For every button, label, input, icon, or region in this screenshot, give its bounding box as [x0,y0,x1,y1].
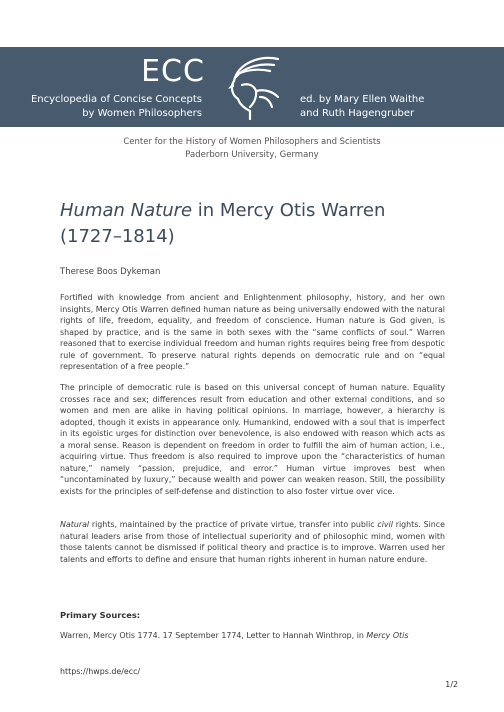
encyclopedia-subtitle: by Women Philosophers [82,108,202,119]
editors-line-2: and Ruth Hagengruber [300,108,415,119]
paragraph-3-italic-natural: Natural [60,520,90,529]
encyclopedia-title: Encyclopedia of Concise Concepts [30,94,202,105]
title-rest: in Mercy Otis Warren [192,200,386,221]
athena-helmet-head-icon [220,51,286,123]
affiliation-line-1: Center for the History of Women Philosophers and Scientists [123,137,381,147]
footer-url[interactable]: https://hwps.de/ecc/ [60,667,141,676]
author-name: Therese Boos Dykeman [60,267,161,277]
ecc-acronym: ECC [141,54,205,89]
primary-sources-heading: Primary Sources: [60,610,141,620]
paragraph-1: Fortified with knowledge from ancient and Enlightenment philosophy, history, and her own insights, Mercy Otis Warren defined human nature as being universally endowed with the natural rights of life, freedom, equality, and freedom of conscience. Human nature is God given, is shaped by practice, and is the same in both sexes with the “same conflicts of soul.” Warren reasoned that to exercise individual freedom and human rights requires being free from despotic rule of government. To preserve natural rights depends on democratic rule and on “equal representation of a free people.” [60,293,445,371]
paragraph-2: The principle of democratic rule is based on this universal concept of human nature. Equality crosses race and sex; differences result from education and other external conditions, and so women and men are alike in having political opinions. In marriage, however, a hierarchy is adopted, though it exists in appearance only. Humankind, endowed with a soul that is imperfect in its egoistic urges for distinction over benevolence, is also endowed with reason which acts as a moral sense. Reason is dependent on freedom in order to fulfill the aim of human action, i.e., acquiring virtue. Thus freedom is also required to improve upon the “characteristics of human nature,” namely “passion, prejudice, and error.” Human virtue improves best when “uncontaminated by luxury,” because wealth and power can weaken reason. Still, the possibility exists for the principles of self-defense and distinction to also foster virtue over vice. [60,383,445,496]
paragraph-3-part-b: rights. Since natural leaders arise from those of intellectual superiority and of philosophic mind, women with those talents cannot be dismissed if political theory and practice is to improve. Warren used her talents and efforts to define and ensure that human rights inherent in human nature endure. [60,520,446,564]
primary-source-entry [60,631,408,640]
source-entry-text: Warren, Mercy Otis 1774. 17 September 1774, Letter to Hannah Winthrop, in [60,631,367,640]
header-banner [0,47,504,127]
paragraph-3-italic-civil: civil [377,520,393,529]
page-number: 1/2 [445,680,458,689]
paragraph-3-part-a: rights, maintained by the practice of private virtue, transfer into public [89,520,378,529]
title-dates: (1727–1814) [60,226,175,247]
affiliation-line-2: Paderborn University, Germany [185,150,319,160]
source-entry-italic: Mercy Otis [366,631,409,640]
editors-line-1: ed. by Mary Ellen Waithe [300,94,425,105]
page-title [60,198,450,250]
paragraph-3 [60,519,445,565]
title-italic: Human Nature [60,200,193,221]
